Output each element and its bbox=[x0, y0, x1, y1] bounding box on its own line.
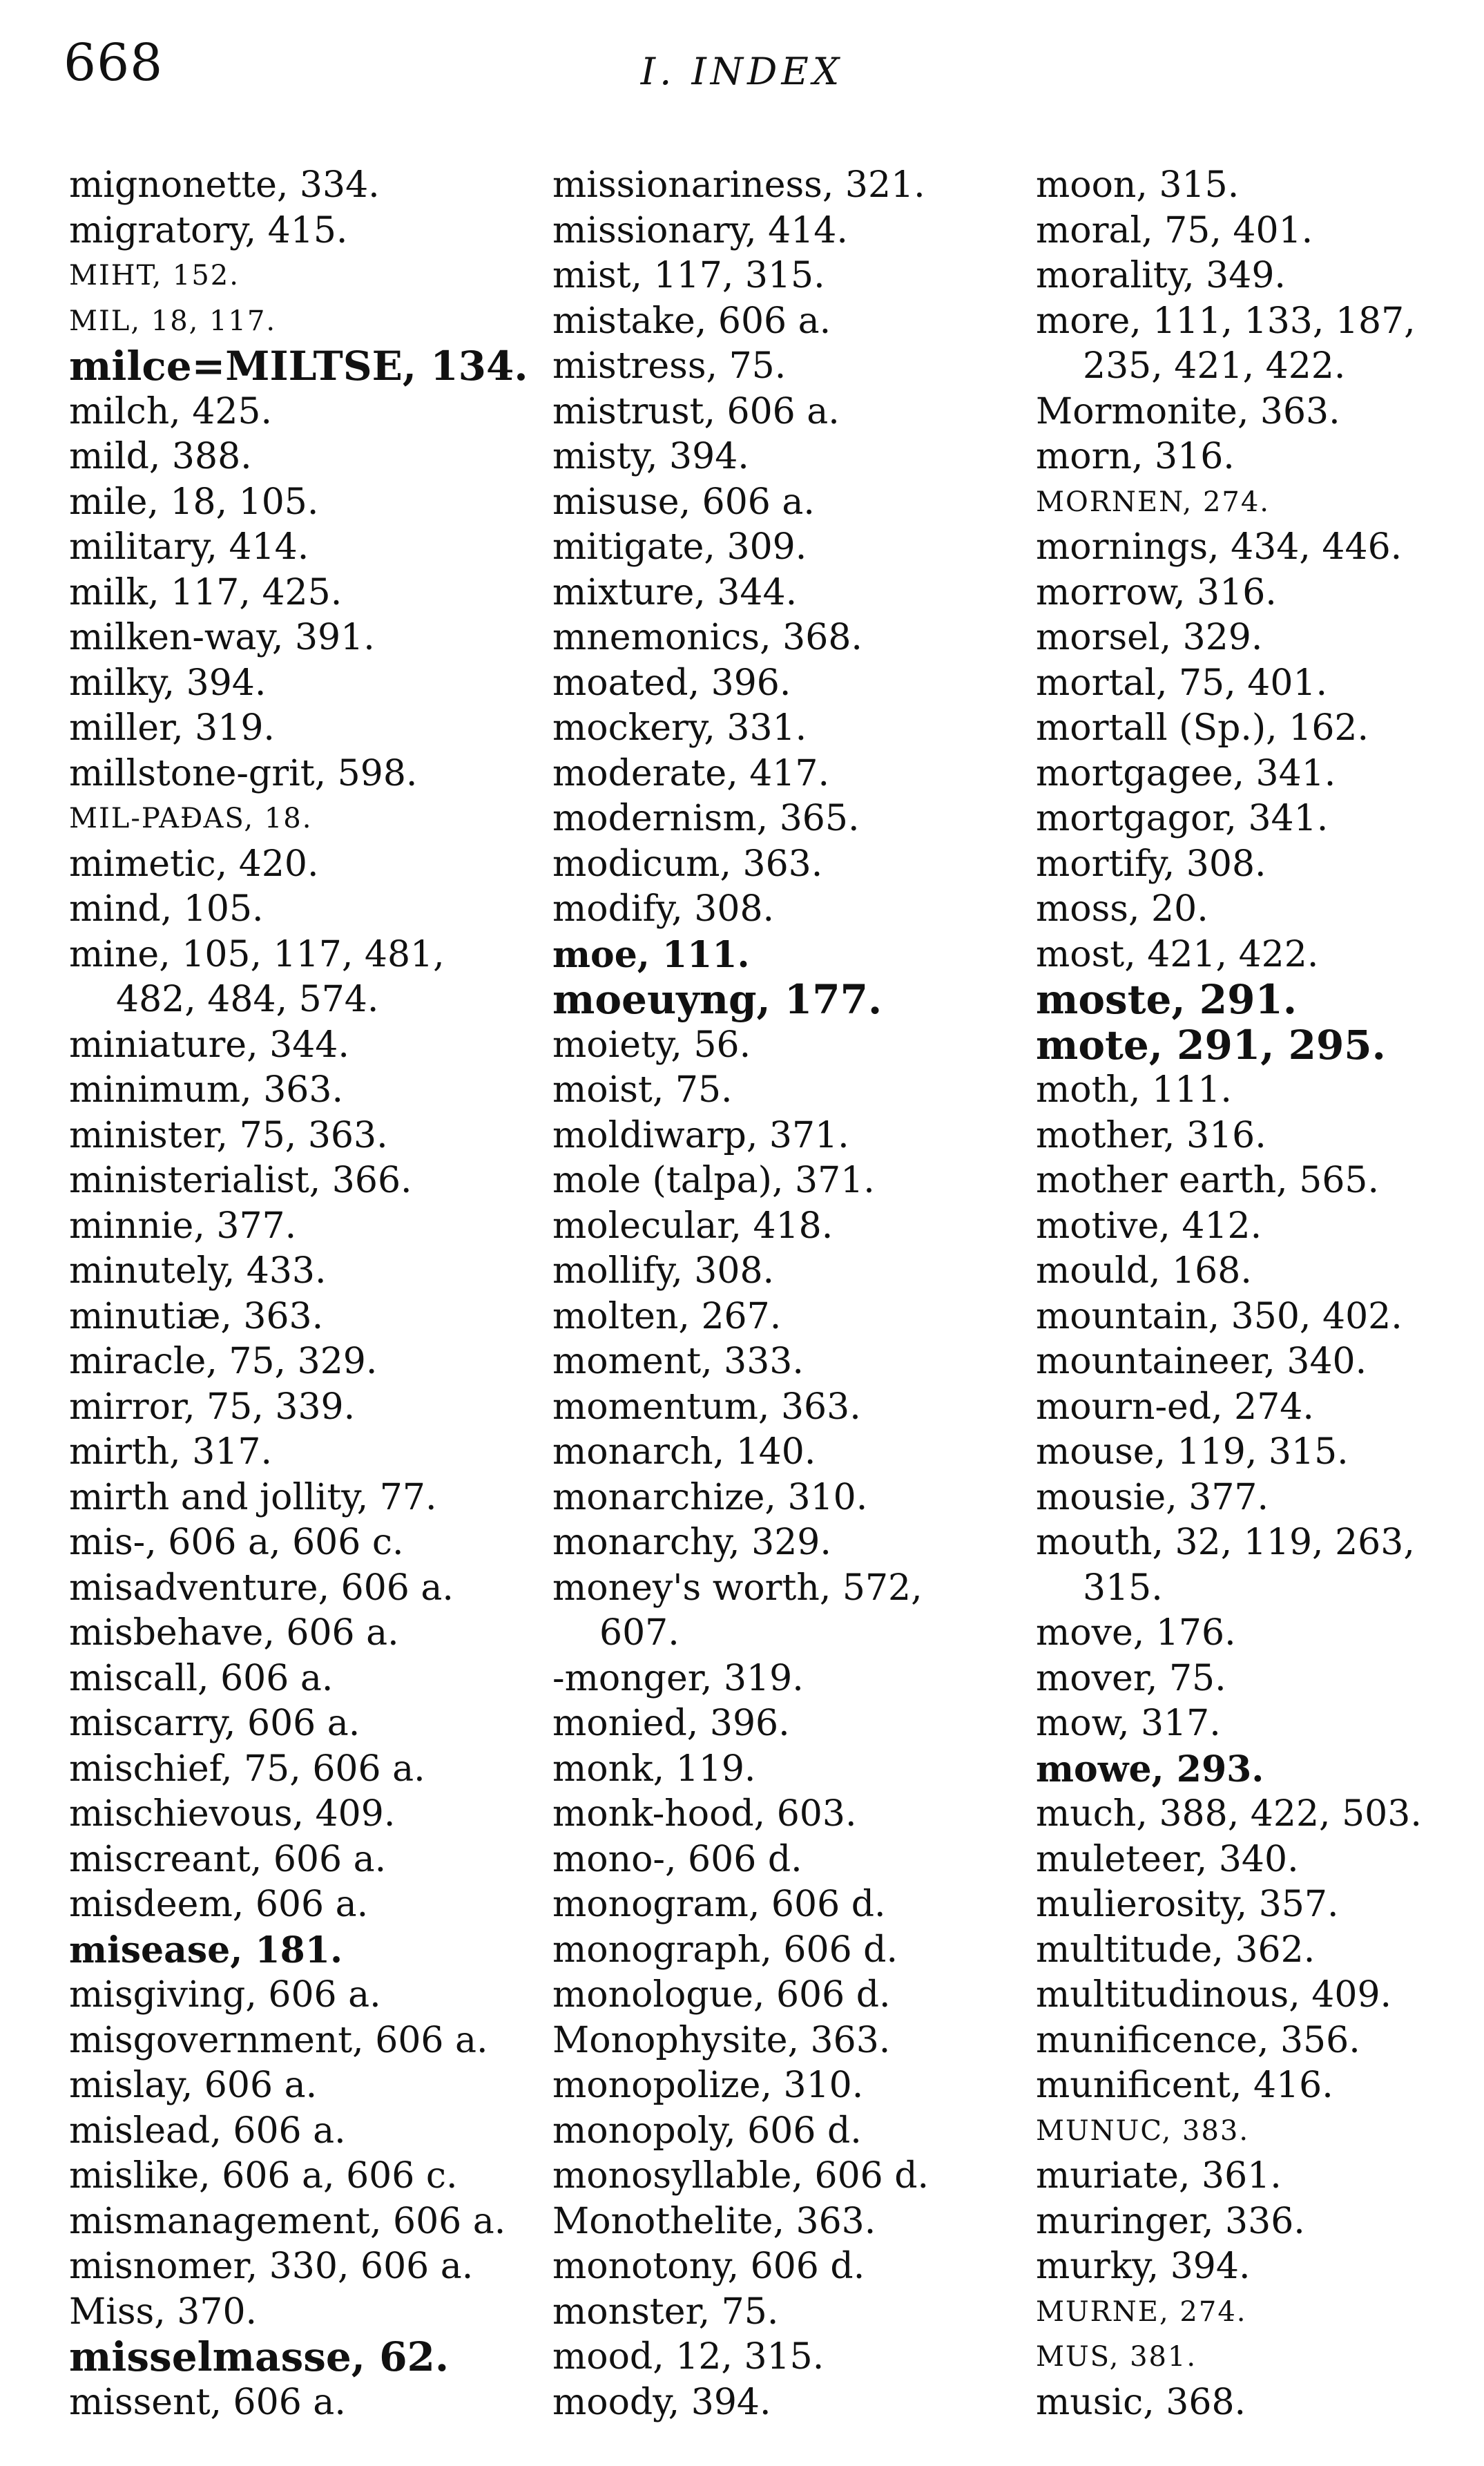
index-entry: misgiving, 606 a. bbox=[69, 1974, 381, 2016]
index-entry: mislead, 606 a. bbox=[69, 2110, 346, 2152]
index-entry: music, 368. bbox=[1036, 2381, 1246, 2423]
index-entry: migratory, 415. bbox=[69, 209, 348, 251]
index-entry: mousie, 377. bbox=[1036, 1476, 1269, 1518]
index-entry: morality, 349. bbox=[1036, 255, 1286, 296]
index-entry: more, 111, 133, 187, bbox=[1036, 300, 1416, 342]
index-entry: mischief, 75, 606 a. bbox=[69, 1748, 425, 1790]
index-entry: mole (talpa), 371. bbox=[552, 1160, 875, 1201]
index-entry: monograph, 606 d. bbox=[552, 1929, 898, 1971]
index-entry: Monophysite, 363. bbox=[552, 2019, 891, 2061]
index-entry: mislike, 606 a, 606 c. bbox=[69, 2155, 458, 2197]
index-entry: minutely, 433. bbox=[69, 1250, 327, 1292]
index-column-3 bbox=[1036, 163, 1484, 2425]
index-entry: moeuyng, 177. bbox=[552, 976, 883, 1023]
index-entry: MURNE, 274. bbox=[1036, 2295, 1247, 2328]
index-entry: misty, 394. bbox=[552, 436, 749, 477]
index-entry: MIHT, 152. bbox=[69, 260, 240, 291]
index-entry: mover, 75. bbox=[1036, 1657, 1226, 1699]
index-entry: miscarry, 606 a. bbox=[69, 1703, 360, 1744]
index-column-2 bbox=[552, 163, 1008, 2425]
index-entry: moste, 291. bbox=[1036, 976, 1298, 1023]
index-entry: Mormonite, 363. bbox=[1036, 390, 1340, 432]
index-entry: mould, 168. bbox=[1036, 1250, 1252, 1292]
index-entry: misbehave, 606 a. bbox=[69, 1612, 399, 1654]
index-entry: monogram, 606 d. bbox=[552, 1884, 886, 1925]
index-entry: miscall, 606 a. bbox=[69, 1657, 334, 1699]
index-entry: moss, 20. bbox=[1036, 888, 1208, 930]
index-entry: muringer, 336. bbox=[1036, 2200, 1305, 2242]
index-entry: monk-hood, 603. bbox=[552, 1793, 857, 1835]
index-entry: mother, 316. bbox=[1036, 1114, 1266, 1156]
index-entry: missionary, 414. bbox=[552, 209, 848, 251]
index-entry: mortgagee, 341. bbox=[1036, 752, 1336, 794]
index-entry: mimetic, 420. bbox=[69, 843, 319, 885]
index-entry: mistake, 606 a. bbox=[552, 300, 831, 342]
index-entry: mislay, 606 a. bbox=[69, 2065, 318, 2106]
index-entry: milce=MILTSE, 134. bbox=[69, 343, 528, 390]
index-entry: military, 414. bbox=[69, 526, 309, 568]
index-entry: mile, 18, 105. bbox=[69, 481, 319, 523]
index-entry: mountain, 350, 402. bbox=[1036, 1295, 1403, 1337]
index-entry: moldiwarp, 371. bbox=[552, 1114, 849, 1156]
index-entry: mother earth, 565. bbox=[1036, 1160, 1380, 1201]
index-entry: Miss, 370. bbox=[69, 2291, 258, 2333]
index-entry: missent, 606 a. bbox=[69, 2381, 346, 2423]
index-entry: miracle, 75, 329. bbox=[69, 1341, 378, 1382]
index-entry: mortgagor, 341. bbox=[1036, 798, 1329, 839]
index-entry: misadventure, 606 a. bbox=[69, 1567, 454, 1609]
index-entry: MUNUC, 383. bbox=[1036, 2114, 1250, 2147]
index-entry: minutiæ, 363. bbox=[69, 1295, 324, 1337]
index-entry-continuation: 315. bbox=[1083, 1567, 1163, 1609]
index-entry: muleteer, 340. bbox=[1036, 1838, 1299, 1880]
index-entry: moody, 394. bbox=[552, 2381, 771, 2423]
index-entry: miniature, 344. bbox=[69, 1024, 349, 1066]
index-entry: mortal, 75, 401. bbox=[1036, 662, 1328, 704]
index-entry: mourn-ed, 274. bbox=[1036, 1386, 1314, 1428]
index-entry: mockery, 331. bbox=[552, 707, 807, 749]
index-entry: misselmasse, 62. bbox=[69, 2333, 450, 2380]
page-header bbox=[0, 0, 1484, 124]
index-entry: moiety, 56. bbox=[552, 1024, 751, 1066]
index-entry: mild, 388. bbox=[69, 436, 252, 477]
index-entry: monarch, 140. bbox=[552, 1431, 816, 1473]
index-entry: monk, 119. bbox=[552, 1748, 756, 1790]
index-entry: misnomer, 330, 606 a. bbox=[69, 2246, 474, 2287]
index-entry: mist, 117, 315. bbox=[552, 255, 825, 296]
index-entry: moth, 111. bbox=[1036, 1069, 1232, 1111]
index-entry: monster, 75. bbox=[552, 2291, 779, 2333]
index-entry: MORNEN, 274. bbox=[1036, 486, 1270, 518]
index-entry: missionariness, 321. bbox=[552, 164, 925, 206]
index-entry: moist, 75. bbox=[552, 1069, 733, 1111]
index-entry: mowe, 293. bbox=[1036, 1748, 1264, 1790]
index-entry: monopolize, 310. bbox=[552, 2065, 864, 2106]
index-entry-continuation: 235, 421, 422. bbox=[1083, 345, 1346, 387]
index-entry: multitudinous, 409. bbox=[1036, 1974, 1392, 2016]
index-entry: mulierosity, 357. bbox=[1036, 1884, 1339, 1925]
index-entry: mnemonics, 368. bbox=[552, 617, 863, 658]
index-entry: momentum, 363. bbox=[552, 1386, 861, 1428]
index-entry: misgovernment, 606 a. bbox=[69, 2019, 488, 2061]
index-entry: mountaineer, 340. bbox=[1036, 1341, 1367, 1382]
index-entry: ministerialist, 366. bbox=[69, 1160, 412, 1201]
index-entry: moment, 333. bbox=[552, 1341, 804, 1382]
index-entry-continuation: 607. bbox=[599, 1612, 680, 1654]
index-entry: monarchize, 310. bbox=[552, 1476, 868, 1518]
index-entry: milken-way, 391. bbox=[69, 617, 375, 658]
index-column-1 bbox=[69, 163, 528, 2425]
index-entry: mischievous, 409. bbox=[69, 1793, 396, 1835]
index-entry: miller, 319. bbox=[69, 707, 275, 749]
index-entry: mine, 105, 117, 481, bbox=[69, 933, 445, 975]
running-head: I. INDEX bbox=[640, 50, 844, 93]
index-entry: -monger, 319. bbox=[552, 1657, 804, 1699]
index-entry: monosyllable, 606 d. bbox=[552, 2155, 929, 2197]
index-entry: mis-, 606 a, 606 c. bbox=[69, 1522, 404, 1563]
index-entry: milch, 425. bbox=[69, 390, 273, 432]
index-entry: move, 176. bbox=[1036, 1612, 1236, 1654]
index-entry: minnie, 377. bbox=[69, 1205, 297, 1247]
index-entry: mixture, 344. bbox=[552, 571, 798, 613]
index-entry: motive, 412. bbox=[1036, 1205, 1262, 1247]
index-entry: millstone-grit, 598. bbox=[69, 752, 418, 794]
index-entry: Monothelite, 363. bbox=[552, 2200, 876, 2242]
index-entry: MUS, 381. bbox=[1036, 2341, 1197, 2373]
index-entry: molecular, 418. bbox=[552, 1205, 833, 1247]
index-entry: milk, 117, 425. bbox=[69, 571, 343, 613]
index-entry: monotony, 606 d. bbox=[552, 2246, 865, 2287]
index-entry: moral, 75, 401. bbox=[1036, 209, 1313, 251]
index-entry: mow, 317. bbox=[1036, 1703, 1221, 1744]
index-entry: molten, 267. bbox=[552, 1295, 782, 1337]
index-entry: mind, 105. bbox=[69, 888, 264, 930]
index-entry: mouth, 32, 119, 263, bbox=[1036, 1522, 1415, 1563]
index-entry: monopoly, 606 d. bbox=[552, 2110, 862, 2152]
index-entry: mouse, 119, 315. bbox=[1036, 1431, 1349, 1473]
index-entry: moe, 111. bbox=[552, 933, 750, 976]
index-entry: multitude, 362. bbox=[1036, 1929, 1316, 1971]
index-entry: munificence, 356. bbox=[1036, 2019, 1360, 2061]
index-entry: mitigate, 309. bbox=[552, 526, 807, 568]
index-entry: moderate, 417. bbox=[552, 752, 830, 794]
index-entry: modify, 308. bbox=[552, 888, 775, 930]
index-entry: monarchy, 329. bbox=[552, 1522, 831, 1563]
index-entry: misdeem, 606 a. bbox=[69, 1884, 369, 1925]
index-entry: miscreant, 606 a. bbox=[69, 1838, 387, 1880]
index-entry: misease, 181. bbox=[69, 1929, 343, 1971]
index-entry: much, 388, 422, 503. bbox=[1036, 1793, 1422, 1835]
index-entry: minister, 75, 363. bbox=[69, 1114, 388, 1156]
index-entry: mortall (Sp.), 162. bbox=[1036, 707, 1369, 749]
index-entry: morsel, 329. bbox=[1036, 617, 1263, 658]
index-entry: mignonette, 334. bbox=[69, 164, 380, 206]
index-entry: modernism, 365. bbox=[552, 798, 860, 839]
index-entry: misuse, 606 a. bbox=[552, 481, 815, 523]
index-entry: milky, 394. bbox=[69, 662, 267, 704]
index-entry: mono-, 606 d. bbox=[552, 1838, 802, 1880]
index-entry: mirth and jollity, 77. bbox=[69, 1476, 437, 1518]
index-entry: morrow, 316. bbox=[1036, 571, 1277, 613]
index-entry: mirror, 75, 339. bbox=[69, 1386, 356, 1428]
index-entry: morn, 316. bbox=[1036, 436, 1235, 477]
index-entry: mollify, 308. bbox=[552, 1250, 775, 1292]
index-entry: mortify, 308. bbox=[1036, 843, 1266, 885]
index-entry: money's worth, 572, bbox=[552, 1567, 923, 1609]
index-entry: moated, 396. bbox=[552, 662, 791, 704]
index-entry-continuation: 482, 484, 574. bbox=[116, 979, 379, 1020]
index-entry: monied, 396. bbox=[552, 1703, 790, 1744]
index-entry: muriate, 361. bbox=[1036, 2155, 1282, 2197]
index-entry: mismanagement, 606 a. bbox=[69, 2200, 506, 2242]
index-entry: munificent, 416. bbox=[1036, 2065, 1333, 2106]
index-entry: mote, 291, 295. bbox=[1036, 1021, 1386, 1069]
index-entry: minimum, 363. bbox=[69, 1069, 344, 1111]
index-entry: monologue, 606 d. bbox=[552, 1974, 891, 2016]
index-entry: mirth, 317. bbox=[69, 1431, 273, 1473]
index-entry: MIL-PAÐAS, 18. bbox=[69, 803, 313, 834]
index-entry: mistress, 75. bbox=[552, 345, 787, 387]
index-entry: MIL, 18, 117. bbox=[69, 305, 277, 337]
index-entry: mistrust, 606 a. bbox=[552, 390, 840, 432]
index-entry: most, 421, 422. bbox=[1036, 933, 1319, 975]
index-entry: murky, 394. bbox=[1036, 2246, 1251, 2287]
index-entry: moon, 315. bbox=[1036, 164, 1240, 206]
index-entry: mornings, 434, 446. bbox=[1036, 526, 1403, 568]
index-entry: mood, 12, 315. bbox=[552, 2336, 825, 2378]
index-entry: modicum, 363. bbox=[552, 843, 823, 885]
page-number: 668 bbox=[64, 33, 164, 93]
